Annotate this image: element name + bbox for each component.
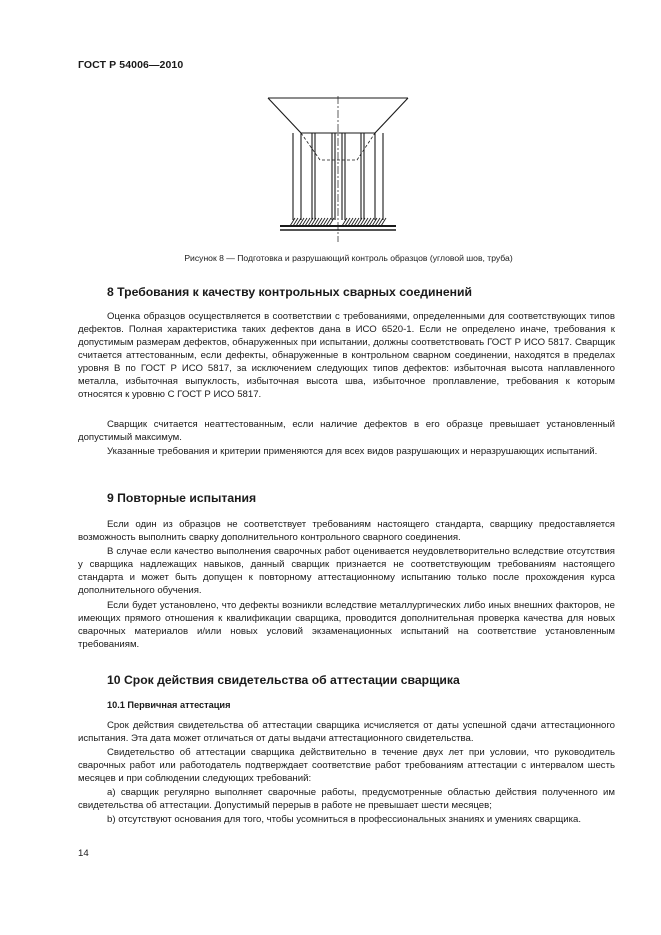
section-10-heading: 10 Срок действия свидетельства об аттестации сварщика [107,673,460,687]
section-9-paragraph-3: Если будет установлено, что дефекты возникли вследствие металлургических либо иных внешних факторов, не имеющих прямого отношения к квалификации сварщика, проводится дополнительная проверка качества для новых сварочных материалов и/или новых условий экзаменационных испытаний на соответствие установленным требованиям. [78,600,615,650]
page-number: 14 [78,848,89,859]
section-9-heading: 9 Повторные испытания [107,491,257,505]
section-10-paragraph-1: Срок действия свидетельства об аттестации сварщика исчисляется от даты успешной сдачи аттестационного испытания. Эта дата может отличаться от даты выдачи аттестационного свидетельства. [78,720,615,744]
figure-8-drawing [262,96,414,242]
section-8-heading: 8 Требования к качеству контрольных сварных соединений [107,285,472,299]
document-header: ГОСТ Р 54006—2010 [78,59,184,71]
section-9-paragraph-1: Если один из образцов не соответствует требованиям настоящего стандарта, сварщику предоставляется возможность выполнить сварку дополнительного контрольного сварного соединения. [78,519,615,543]
section-8-paragraph-2: Сварщик считается неаттестованным, если наличие дефектов в его образце превышает установленный допустимый максимум. [78,419,615,443]
section-8-paragraph-3: Указанные требования и критерии применяются для всех видов разрушающих и неразрушающих испытаний. [107,446,598,457]
section-9-paragraph-2: В случае если качество выполнения сварочных работ оценивается неудовлетворительно вследствие отсутствия у сварщика надлежащих навыков, данный сварщик признается не соответствующим требованиям настоящего стандарта и может быть допущен к повторному аттестационному испытанию только после прохождения курса дополнительного обучения. [78,546,615,596]
section-10-paragraph-2: Свидетельство об аттестации сварщика действительно в течение двух лет при условии, что руководитель сварочных работ или работодатель подтверждает соответствие работ требованиям аттестации с интервалом шесть месяцев и при соблюдении следующих требований: [78,747,615,784]
section-10-item-a: a) сварщик регулярно выполняет сварочные работы, предусмотренные областью действия полученного им свидетельства об аттестации. Допустимый перерыв в работе не превышает шести месяцев; [78,787,615,811]
section-10-1-heading: 10.1 Первичная аттестация [107,700,231,710]
figure-caption: Рисунок 8 — Подготовка и разрушающий контроль образцов (угловой шов, труба) [184,253,513,263]
section-8-paragraph-1: Оценка образцов осуществляется в соответствии с требованиями, определенными для соответствующих типов дефектов. Полная характеристика таких дефектов дана в ИСО 6520-1. Если не определено иначе, требования к допустимым размерам дефектов, обнаруженных при испытании, должны соответствовать ГОСТ Р ИСО 5817. Сварщик считается аттестованным, если дефекты, обнаруженные в контрольном сварном соединении, находятся в пределах уровня В по ГОСТ Р ИСО 5817, за исключением следующих типов дефектов: избыточная высота наплавленного металла, избыточная выпуклость, избыточная высота шва, избыточное проплавление, требования к которым относятся к уровню С ГОСТ Р ИСО 5817. [78,311,615,400]
section-10-item-b: b) отсутствуют основания для того, чтобы усомниться в профессиональных знаниях и умениях сварщика. [107,814,582,825]
